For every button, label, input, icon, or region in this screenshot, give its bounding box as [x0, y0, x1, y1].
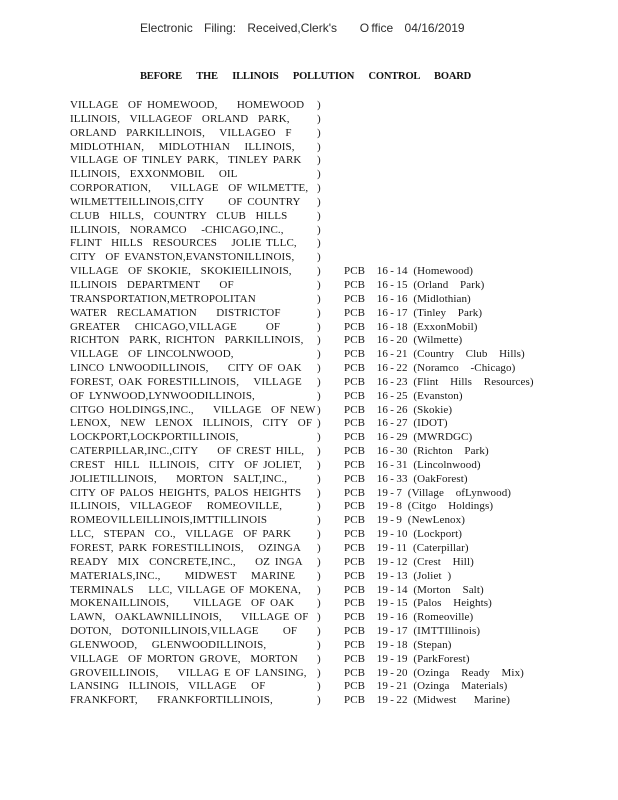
case-number: PCB 16 - 15 (Orland Park) [344, 278, 485, 291]
party-text: GREATER CHICAGO,VILLAGE OF [70, 320, 281, 333]
electronic-filing-header: Electronic Filing: Received,Clerk's O ffice 04/16/2019 [140, 21, 465, 35]
party-text: VILLAGE OF LINCOLNWOOD, [70, 348, 234, 361]
caption-paren: ) [317, 389, 321, 402]
case-number: PCB 19 - 17 (IMTTIllinois) [344, 625, 481, 638]
caption-row [70, 667, 618, 681]
caption-paren: ) [317, 514, 321, 527]
party-text: CITY OF EVANSTON,EVANSTONILLINOIS, [70, 251, 295, 264]
caption-paren: ) [317, 445, 321, 458]
party-text: ILLINOIS, VILLAGEOF ORLAND PARK, [70, 112, 290, 125]
party-text: ILLINOIS, EXXONMOBIL OIL [70, 168, 238, 181]
case-number: PCB 19 - 19 (ParkForest) [344, 652, 470, 665]
caption-paren: ) [317, 417, 321, 430]
caption-row [70, 625, 618, 639]
party-text: FOREST, OAK FORESTILLINOIS, VILLAGE [70, 375, 302, 388]
party-text: LINCO LNWOODILLINOIS, CITY OF OAK [70, 362, 302, 375]
party-text: TERMINALS LLC, VILLAGE OF MOKENA, [70, 583, 302, 596]
party-text: CLUB HILLS, COUNTRY CLUB HILLS [70, 209, 288, 222]
caption-row [70, 265, 618, 279]
party-text: JOLIETILLINOIS, MORTON SALT,INC., [70, 472, 288, 485]
caption-paren: ) [317, 583, 321, 596]
party-text: VILLAGE OF TINLEY PARK, TINLEY PARK [70, 154, 302, 167]
case-number: PCB 19 - 15 (Palos Heights) [344, 597, 492, 610]
caption-paren: ) [317, 431, 321, 444]
caption-row [70, 680, 618, 694]
case-number: PCB 16 - 23 (Flint Hills Resources) [344, 375, 534, 388]
case-number: PCB 19 - 13 (Joliet ) [344, 569, 452, 582]
case-number: PCB 19 - 9 (NewLenox) [344, 514, 466, 527]
caption-row [70, 570, 618, 584]
caption-paren: ) [317, 362, 321, 375]
caption-row [70, 210, 618, 224]
party-text: ORLAND PARKILLINOIS, VILLAGEO F [70, 126, 292, 139]
caption-row [70, 611, 618, 625]
case-number: PCB 16 - 25 (Evanston) [344, 389, 463, 402]
case-number: PCB 19 - 10 (Lockport) [344, 528, 463, 541]
case-number: PCB 16 - 29 (MWRDGC) [344, 431, 473, 444]
caption-paren: ) [317, 638, 321, 651]
caption-row [70, 251, 618, 265]
caption-row [70, 417, 618, 431]
case-number: PCB 16 - 30 (Richton Park) [344, 445, 489, 458]
party-text: LANSING ILLINOIS, VILLAGE OF [70, 680, 266, 693]
caption-paren: ) [317, 652, 321, 665]
caption-paren: ) [317, 680, 321, 693]
party-text: WATER RECLAMATION DISTRICTOF [70, 306, 281, 319]
caption-row [70, 224, 618, 238]
party-text: RICHTON PARK, RICHTON PARKILLINOIS, [70, 334, 304, 347]
case-number: PCB 19 - 8 (Citgo Holdings) [344, 500, 494, 513]
party-text: CORPORATION, VILLAGE OF WILMETTE, [70, 182, 309, 195]
caption-row [70, 431, 618, 445]
caption-paren: ) [317, 500, 321, 513]
case-number: PCB 19 - 18 (Stepan) [344, 638, 452, 651]
case-number: PCB 16 - 16 (Midlothian) [344, 292, 471, 305]
caption-row [70, 542, 618, 556]
caption-row [70, 348, 618, 362]
party-text: LLC, STEPAN CO., VILLAGE OF PARK [70, 528, 292, 541]
party-text: TRANSPORTATION,METROPOLITAN [70, 292, 256, 305]
caption-paren: ) [317, 348, 321, 361]
caption-row [70, 639, 618, 653]
case-number: PCB 16 - 31 (Lincolnwood) [344, 458, 481, 471]
party-text: FOREST, PARK FORESTILLINOIS, OZINGA [70, 542, 301, 554]
case-number: PCB 19 - 7 (Village ofLynwood) [344, 486, 512, 499]
caption-paren: ) [317, 112, 321, 125]
caption-paren: ) [317, 320, 321, 333]
caption-row [70, 279, 618, 293]
case-number: PCB 19 - 22 (Midwest Marine) [344, 694, 511, 707]
caption-row [70, 168, 618, 182]
caption-row [70, 293, 618, 307]
party-text: VILLAGE OF MORTON GROVE, MORTON [70, 652, 298, 665]
caption-row [70, 528, 618, 542]
caption-row [70, 154, 618, 168]
case-number: PCB 19 - 11 (Caterpillar) [344, 542, 469, 554]
caption-paren: ) [317, 182, 321, 195]
caption-row [70, 404, 618, 418]
party-text: ILLINOIS, NORAMCO -CHICAGO,INC., [70, 223, 284, 236]
party-text: FLINT HILLS RESOURCES JOLIE TLLC, [70, 237, 297, 250]
caption-paren: ) [317, 223, 321, 236]
caption-paren: ) [317, 666, 321, 679]
caption-paren: ) [317, 458, 321, 471]
party-text: READY MIX CONCRETE,INC., OZ INGA [70, 555, 303, 568]
caption-paren: ) [317, 278, 321, 291]
case-number: PCB 16 - 20 (Wilmette) [344, 334, 463, 347]
caption-row [70, 141, 618, 155]
caption-paren: ) [317, 486, 321, 499]
page-title: BEFORE THE ILLINOIS POLLUTION CONTROL BOARD [140, 71, 471, 82]
caption-row [70, 597, 618, 611]
party-text: CATERPILLAR,INC.,CITY OF CREST HILL, [70, 445, 305, 458]
case-number: PCB 16 - 26 (Skokie) [344, 403, 453, 416]
caption-row [70, 584, 618, 598]
caption-paren: ) [317, 209, 321, 222]
caption-paren: ) [317, 126, 321, 139]
caption-paren: ) [317, 528, 321, 541]
party-text: WILMETTEILLINOIS,CITY OF COUNTRY [70, 195, 301, 208]
caption-row [70, 334, 618, 348]
case-number: PCB 19 - 21 (Ozinga Materials) [344, 680, 508, 693]
case-number: PCB 16 - 21 (Country Club Hills) [344, 348, 525, 361]
caption-paren: ) [317, 251, 321, 264]
party-text: DOTON, DOTONILLINOIS,VILLAGE OF [70, 625, 298, 638]
party-text: ROMEOVILLEILLINOIS,IMTTILLINOIS [70, 514, 268, 527]
party-text: CITGO HOLDINGS,INC., VILLAGE OF NEW [70, 403, 316, 416]
caption-paren: ) [317, 403, 321, 416]
party-text: CITY OF PALOS HEIGHTS, PALOS HEIGHTS [70, 486, 302, 499]
party-text: CREST HILL ILLINOIS, CITY OF JOLIET, [70, 458, 302, 471]
case-number: PCB 19 - 16 (Romeoville) [344, 611, 474, 624]
party-text: VILLAGE OF HOMEWOOD, HOMEWOOD [70, 99, 305, 111]
caption-paren: ) [317, 195, 321, 208]
caption-row [70, 113, 618, 127]
caption-paren: ) [317, 292, 321, 305]
caption-row [70, 196, 618, 210]
caption-paren: ) [317, 694, 321, 707]
party-text: LENOX, NEW LENOX ILLINOIS, CITY OF [70, 417, 313, 430]
party-text: OF LYNWOOD,LYNWOODILLINOIS, [70, 389, 255, 402]
caption-paren: ) [317, 140, 321, 153]
caption-row [70, 376, 618, 390]
caption-row [70, 556, 618, 570]
caption-row [70, 321, 618, 335]
caption-paren: ) [317, 154, 321, 167]
case-number: PCB 16 - 14 (Homewood) [344, 265, 474, 278]
caption-row [70, 307, 618, 321]
party-text: MIDLOTHIAN, MIDLOTHIAN ILLINOIS, [70, 140, 295, 153]
caption-row [70, 127, 618, 141]
caption-row [70, 653, 618, 667]
party-text: ILLINOIS DEPARTMENT OF [70, 278, 234, 291]
party-text: FRANKFORT, FRANKFORTILLINOIS, [70, 694, 273, 707]
caption-row [70, 459, 618, 473]
party-text: VILLAGE OF SKOKIE, SKOKIEILLINOIS, [70, 265, 292, 278]
caption-row [70, 473, 618, 487]
caption-row [70, 182, 618, 196]
caption-row [70, 694, 618, 708]
caption-paren: ) [317, 265, 321, 278]
caption-rows [70, 99, 618, 708]
case-number: PCB 19 - 14 (Morton Salt) [344, 583, 484, 596]
caption-paren: ) [317, 306, 321, 319]
case-number: PCB 16 - 18 (ExxonMobil) [344, 320, 478, 333]
caption-paren: ) [317, 597, 321, 610]
caption-paren: ) [317, 168, 321, 181]
caption-row [70, 487, 618, 501]
caption-paren: ) [317, 611, 321, 624]
caption-row [70, 500, 618, 514]
caption-row [70, 237, 618, 251]
case-number: PCB 19 - 12 (Crest Hill) [344, 555, 474, 568]
caption-paren: ) [317, 542, 321, 554]
caption-paren: ) [317, 472, 321, 485]
caption-paren: ) [317, 334, 321, 347]
party-text: GLENWOOD, GLENWOODILLINOIS, [70, 638, 267, 651]
case-number: PCB 16 - 27 (IDOT) [344, 417, 448, 430]
party-text: MATERIALS,INC., MIDWEST MARINE [70, 569, 296, 582]
caption-paren: ) [317, 555, 321, 568]
party-text: LAWN, OAKLAWNILLINOIS, VILLAGE OF [70, 611, 309, 624]
caption-paren: ) [317, 375, 321, 388]
caption-paren: ) [317, 237, 321, 250]
party-text: LOCKPORT,LOCKPORTILLINOIS, [70, 431, 239, 444]
caption-row [70, 362, 618, 376]
case-number: PCB 16 - 17 (Tinley Park) [344, 306, 483, 319]
caption-paren: ) [317, 625, 321, 638]
caption-paren: ) [317, 99, 321, 111]
party-text: ILLINOIS, VILLAGEOF ROMEOVILLE, [70, 500, 283, 513]
caption-row [70, 445, 618, 459]
party-text: MOKENAILLINOIS, VILLAGE OF OAK [70, 597, 295, 610]
case-number: PCB 16 - 33 (OakForest) [344, 472, 468, 485]
case-number: PCB 19 - 20 (Ozinga Ready Mix) [344, 666, 524, 679]
caption-row [70, 99, 618, 113]
case-number: PCB 16 - 22 (Noramco -Chicago) [344, 362, 516, 375]
caption-row [70, 514, 618, 528]
caption-row [70, 390, 618, 404]
caption-paren: ) [317, 569, 321, 582]
party-text: GROVEILLINOIS, VILLAG E OF LANSING, [70, 666, 307, 679]
